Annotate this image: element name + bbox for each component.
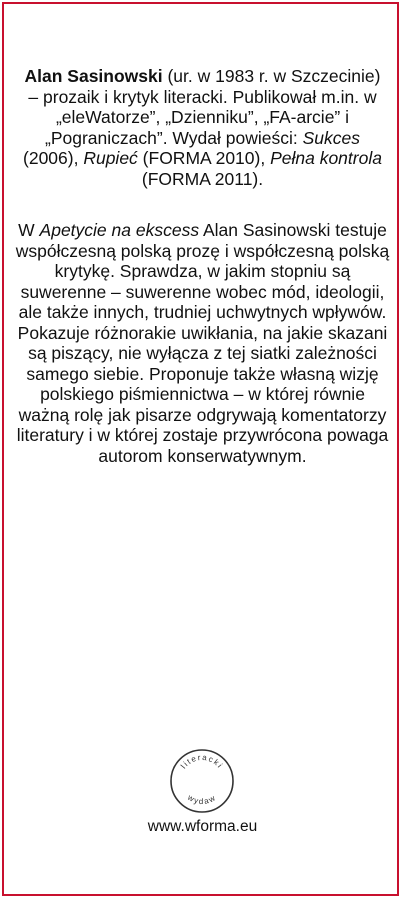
author-name: Alan Sasinowski [24,66,163,86]
author-bio [20,66,385,189]
description-text: Alan Sasinowski testuje współczesną polską prozę i współczesną polską krytykę. Sprawdza, w jakim stopniu są suwerenne – suwerenne wobec mód, ideologii, ale także innych, trudniej uchwytnych wpływów. Pokazuje różnorakie uwikłania, na jakie skazani są piszący, nie wyłącza z tej siatki zależności samego siebie. Proponuje także własną wizję polskiego piśmiennictwa – w której równie ważną rolę jak pisarze odgrywają komentatorzy literatury i w której zostaje przywrócona powaga autorom konserwatywnym. [15,220,390,466]
book-title-rupiec: Rupieć [83,148,138,168]
wforma-circular-logo-icon [166,745,238,817]
book-description [14,220,391,466]
logo-text-top: literacki [179,752,225,771]
book-title-pelna-kontrola: Pełna kontrola [270,148,382,168]
book-info-pelna-kontrola: (FORMA 2011). [141,168,264,189]
description-prefix: W [18,220,40,240]
description-book-title: Apetycie na ekscess [39,220,200,240]
svg-text:literacki [179,753,225,771]
bio-text: (ur. w 1983 r. w Szczecinie) – prozaik i krytyk literacki. Publikował m.in. w „eleWatorze”, „Dzienniku”, „FA-arcie” i „Pograniczach”. Wydał powieści: [28,66,381,148]
book-title-sukces: Sukces [302,127,360,148]
website-url: www.wforma.eu [147,818,258,835]
book-info-rupiec: (FORMA 2010), [137,148,271,168]
logo-text-bottom: wydaw [186,792,218,807]
svg-text:wydaw [185,792,218,806]
book-info-sukces: (2006), [23,148,84,168]
